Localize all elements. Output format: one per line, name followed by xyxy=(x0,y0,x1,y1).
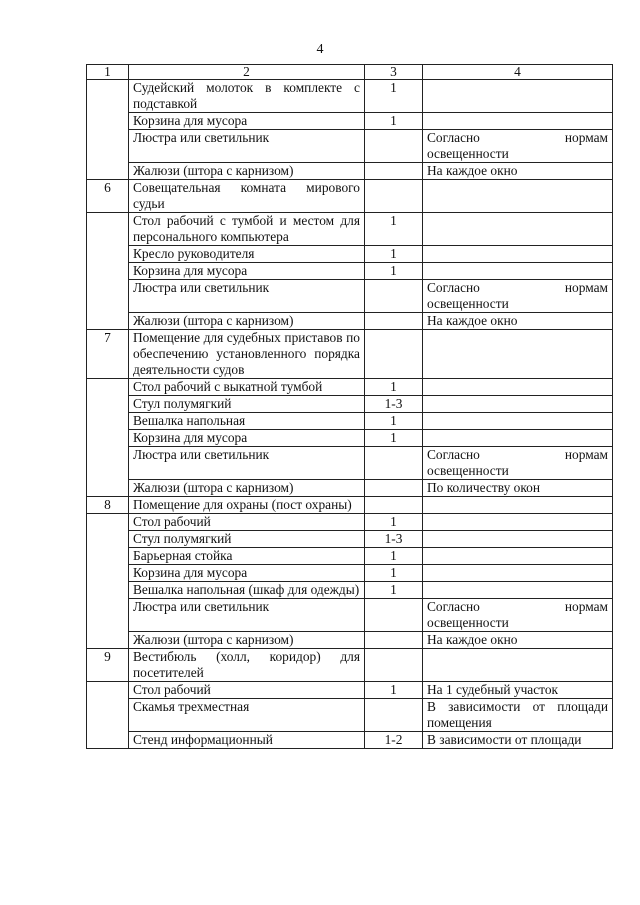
note-cell: На 1 судебный участок xyxy=(423,682,613,699)
table-row xyxy=(87,732,613,749)
item-name-cell: Скамья трехместная xyxy=(129,699,365,732)
equipment-table xyxy=(86,64,613,749)
item-name-cell: Совещательная комната мирового судьи xyxy=(129,180,365,213)
item-name-cell: Корзина для мусора xyxy=(129,113,365,130)
table-row xyxy=(87,280,613,313)
header-col-1: 1 xyxy=(87,65,129,80)
note-cell xyxy=(423,379,613,396)
quantity-cell: 1-3 xyxy=(365,396,423,413)
quantity-cell xyxy=(365,280,423,313)
header-col-4: 4 xyxy=(423,65,613,80)
table-row xyxy=(87,430,613,447)
table-row xyxy=(87,447,613,480)
row-number-blank xyxy=(87,379,129,497)
item-name-cell: Кресло руководителя xyxy=(129,246,365,263)
note-cell xyxy=(423,514,613,531)
quantity-cell: 1 xyxy=(365,582,423,599)
item-name-cell: Вестибюль (холл, коридор) для посетителей xyxy=(129,649,365,682)
note-cell xyxy=(423,80,613,113)
quantity-cell xyxy=(365,330,423,379)
note-cell xyxy=(423,263,613,280)
item-name-cell: Стенд информационный xyxy=(129,732,365,749)
table-body xyxy=(87,65,613,749)
quantity-cell: 1 xyxy=(365,514,423,531)
table-row xyxy=(87,180,613,213)
table-row xyxy=(87,330,613,379)
quantity-cell xyxy=(365,130,423,163)
table-row xyxy=(87,113,613,130)
quantity-cell: 1 xyxy=(365,413,423,430)
item-name-cell: Судейский молоток в комплекте с подставкой xyxy=(129,80,365,113)
table-row xyxy=(87,313,613,330)
note-cell xyxy=(423,548,613,565)
note-cell: Согласно нормам освещенности xyxy=(423,280,613,313)
quantity-cell xyxy=(365,699,423,732)
note-cell xyxy=(423,649,613,682)
table-row xyxy=(87,379,613,396)
quantity-cell xyxy=(365,599,423,632)
item-name-cell: Стол рабочий с тумбой и местом для персонального компьютера xyxy=(129,213,365,246)
page-number: 4 xyxy=(316,42,324,57)
table-row xyxy=(87,396,613,413)
item-name-cell: Корзина для мусора xyxy=(129,565,365,582)
quantity-cell: 1 xyxy=(365,548,423,565)
note-cell: Согласно нормам освещенности xyxy=(423,599,613,632)
note-cell xyxy=(423,180,613,213)
quantity-cell: 1 xyxy=(365,379,423,396)
note-cell xyxy=(423,413,613,430)
note-cell: По количеству окон xyxy=(423,480,613,497)
item-name-cell: Стул полумягкий xyxy=(129,396,365,413)
item-name-cell: Вешалка напольная xyxy=(129,413,365,430)
note-cell xyxy=(423,213,613,246)
row-number-cell xyxy=(87,80,129,180)
table-row xyxy=(87,531,613,548)
table-row xyxy=(87,213,613,246)
table-row xyxy=(87,163,613,180)
item-name-cell: Жалюзи (штора с карнизом) xyxy=(129,313,365,330)
note-cell: Согласно нормам освещенности xyxy=(423,447,613,480)
quantity-cell xyxy=(365,313,423,330)
header-col-3: 3 xyxy=(365,65,423,80)
quantity-cell: 1 xyxy=(365,213,423,246)
item-name-cell: Люстра или светильник xyxy=(129,599,365,632)
table-row xyxy=(87,263,613,280)
table-row xyxy=(87,682,613,699)
note-cell xyxy=(423,246,613,263)
table-row xyxy=(87,632,613,649)
item-name-cell: Люстра или светильник xyxy=(129,280,365,313)
item-name-cell: Жалюзи (штора с карнизом) xyxy=(129,480,365,497)
row-number-cell: 7 xyxy=(87,330,129,379)
quantity-cell xyxy=(365,447,423,480)
note-cell: Согласно нормам освещенности xyxy=(423,130,613,163)
table-row xyxy=(87,413,613,430)
table-row xyxy=(87,514,613,531)
item-name-cell: Люстра или светильник xyxy=(129,130,365,163)
quantity-cell xyxy=(365,649,423,682)
row-number-cell: 6 xyxy=(87,180,129,213)
quantity-cell xyxy=(365,497,423,514)
quantity-cell: 1 xyxy=(365,430,423,447)
table-row xyxy=(87,246,613,263)
item-name-cell: Барьерная стойка xyxy=(129,548,365,565)
note-cell xyxy=(423,565,613,582)
item-name-cell: Вешалка напольная (шкаф для одежды) xyxy=(129,582,365,599)
item-name-cell: Стол рабочий xyxy=(129,682,365,699)
row-number-blank xyxy=(87,213,129,330)
quantity-cell: 1-2 xyxy=(365,732,423,749)
note-cell xyxy=(423,531,613,548)
table-row xyxy=(87,649,613,682)
quantity-cell: 1 xyxy=(365,565,423,582)
quantity-cell: 1 xyxy=(365,80,423,113)
table-row xyxy=(87,699,613,732)
row-number-blank xyxy=(87,682,129,749)
quantity-cell xyxy=(365,180,423,213)
row-number-blank xyxy=(87,514,129,649)
note-cell xyxy=(423,582,613,599)
table-header-row xyxy=(87,65,613,80)
item-name-cell: Стол рабочий с выкатной тумбой xyxy=(129,379,365,396)
row-number-cell: 9 xyxy=(87,649,129,682)
quantity-cell: 1 xyxy=(365,113,423,130)
item-name-cell: Жалюзи (штора с карнизом) xyxy=(129,163,365,180)
item-name-cell: Жалюзи (штора с карнизом) xyxy=(129,632,365,649)
table-row xyxy=(87,497,613,514)
note-cell: В зависимости от площади помещения xyxy=(423,699,613,732)
quantity-cell: 1 xyxy=(365,263,423,280)
note-cell xyxy=(423,430,613,447)
item-name-cell: Помещение для охраны (пост охраны) xyxy=(129,497,365,514)
table-row xyxy=(87,80,613,113)
table-row xyxy=(87,480,613,497)
note-cell xyxy=(423,113,613,130)
item-name-cell: Стул полумягкий xyxy=(129,531,365,548)
quantity-cell xyxy=(365,632,423,649)
note-cell xyxy=(423,330,613,379)
table-row xyxy=(87,565,613,582)
note-cell: В зависимости от площади xyxy=(423,732,613,749)
note-cell: На каждое окно xyxy=(423,163,613,180)
quantity-cell: 1-3 xyxy=(365,531,423,548)
table-row xyxy=(87,548,613,565)
table-row xyxy=(87,130,613,163)
item-name-cell: Корзина для мусора xyxy=(129,263,365,280)
header-col-2: 2 xyxy=(129,65,365,80)
note-cell xyxy=(423,396,613,413)
note-cell: На каждое окно xyxy=(423,313,613,330)
quantity-cell: 1 xyxy=(365,246,423,263)
row-number-cell: 8 xyxy=(87,497,129,514)
item-name-cell: Помещение для судебных приставов по обеспечению установленного порядка деятельности судов xyxy=(129,330,365,379)
quantity-cell: 1 xyxy=(365,682,423,699)
item-name-cell: Стол рабочий xyxy=(129,514,365,531)
table-row xyxy=(87,582,613,599)
quantity-cell xyxy=(365,480,423,497)
item-name-cell: Корзина для мусора xyxy=(129,430,365,447)
note-cell xyxy=(423,497,613,514)
note-cell: На каждое окно xyxy=(423,632,613,649)
table-row xyxy=(87,599,613,632)
item-name-cell: Люстра или светильник xyxy=(129,447,365,480)
quantity-cell xyxy=(365,163,423,180)
